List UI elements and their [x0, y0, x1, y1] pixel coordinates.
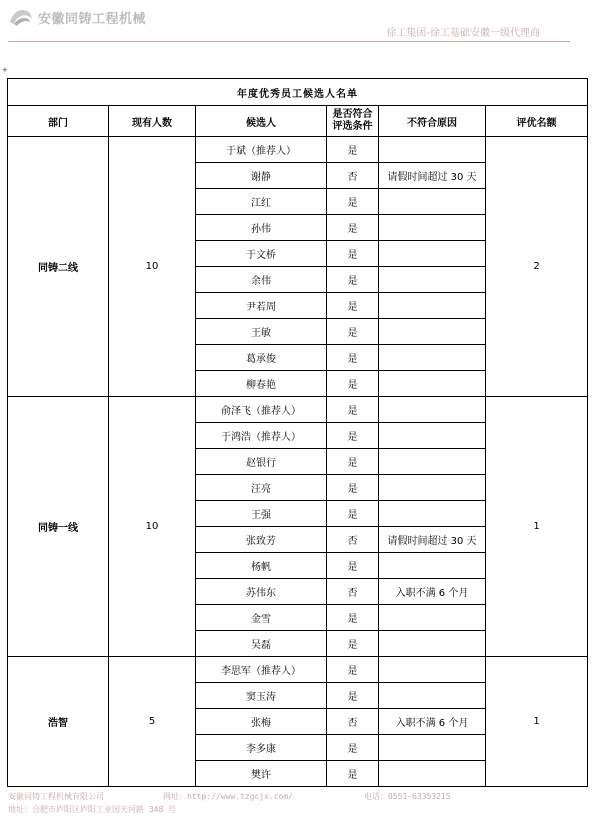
- eligible-cell: 是: [327, 501, 379, 527]
- reason-cell: [379, 631, 486, 657]
- col-header-eligible-line2: 评选条件: [332, 121, 373, 132]
- candidate-name-cell: 杨帆: [196, 553, 327, 579]
- eligible-cell: 否: [327, 527, 379, 553]
- eligible-cell: 是: [327, 241, 379, 267]
- reason-cell: [379, 215, 486, 241]
- quota-cell: 1: [486, 657, 588, 787]
- candidate-name-cell: 柳春艳: [196, 371, 327, 397]
- col-header-dept: 部门: [8, 106, 109, 137]
- eligible-cell: 是: [327, 215, 379, 241]
- eligible-cell: 是: [327, 631, 379, 657]
- reason-cell: [379, 657, 486, 683]
- reason-cell: [379, 371, 486, 397]
- footer-company: 安徽同铸工程机械有限公司: [8, 792, 104, 801]
- candidate-name-cell: 汪亮: [196, 475, 327, 501]
- reason-cell: [379, 397, 486, 423]
- reason-cell: [379, 345, 486, 371]
- eligible-cell: 是: [327, 397, 379, 423]
- reason-cell: 请假时间超过 30 天: [379, 527, 486, 553]
- eligible-cell: 是: [327, 605, 379, 631]
- reason-cell: [379, 267, 486, 293]
- page-footer: [0, 789, 596, 819]
- eligible-cell: 是: [327, 683, 379, 709]
- eligible-cell: 是: [327, 761, 379, 787]
- logo-text: 安徽同铸工程机械: [38, 11, 147, 27]
- table-row: [8, 657, 588, 683]
- footer-address: 地址：合肥市庐阳区庐阳工业园天河路 348 号: [8, 805, 177, 814]
- candidate-name-cell: 赵银行: [196, 449, 327, 475]
- dept-cell: 同铸二线: [8, 137, 109, 397]
- col-header-eligible-line1: 是否符合: [332, 109, 373, 120]
- footer-phone: 电话：0551-63353215: [364, 792, 451, 801]
- candidate-name-cell: 苏伟东: [196, 579, 327, 605]
- dept-cell: 浩智: [8, 657, 109, 787]
- reason-cell: [379, 761, 486, 787]
- candidate-name-cell: 李多康: [196, 735, 327, 761]
- candidate-name-cell: 李思军（推荐人）: [196, 657, 327, 683]
- eligible-cell: 是: [327, 553, 379, 579]
- eligible-cell: 是: [327, 449, 379, 475]
- candidate-name-cell: 于鸿浩（推荐人）: [196, 423, 327, 449]
- eligible-cell: 是: [327, 267, 379, 293]
- table-body: [8, 137, 588, 787]
- table-anchor-icon: +: [2, 66, 8, 74]
- eligible-cell: 是: [327, 371, 379, 397]
- reason-cell: [379, 241, 486, 267]
- page-header: [0, 0, 596, 42]
- reason-cell: [379, 605, 486, 631]
- candidate-name-cell: 吴磊: [196, 631, 327, 657]
- reason-cell: [379, 189, 486, 215]
- candidate-name-cell: 金雪: [196, 605, 327, 631]
- reason-cell: [379, 501, 486, 527]
- eligible-cell: 是: [327, 319, 379, 345]
- candidate-name-cell: 俞泽飞（推荐人）: [196, 397, 327, 423]
- headcount-cell: 5: [109, 657, 196, 787]
- candidate-name-cell: 张致芳: [196, 527, 327, 553]
- candidate-name-cell: 窦玉涛: [196, 683, 327, 709]
- col-header-reason: 不符合原因: [379, 106, 486, 137]
- reason-cell: [379, 293, 486, 319]
- footer-website: 网址：http://www.tzgcjx.com/: [163, 792, 293, 801]
- quota-cell: 2: [486, 137, 588, 397]
- candidate-name-cell: 王强: [196, 501, 327, 527]
- candidate-name-cell: 于斌（推荐人）: [196, 137, 327, 163]
- col-header-headcount: 现有人数: [109, 106, 196, 137]
- company-logo: [8, 6, 146, 28]
- reason-cell: [379, 475, 486, 501]
- eligible-cell: 否: [327, 709, 379, 735]
- headcount-cell: 10: [109, 397, 196, 657]
- candidate-name-cell: 王敏: [196, 319, 327, 345]
- eligible-cell: 是: [327, 345, 379, 371]
- eligible-cell: 是: [327, 137, 379, 163]
- reason-cell: [379, 683, 486, 709]
- candidate-name-cell: 江红: [196, 189, 327, 215]
- candidate-name-cell: 余伟: [196, 267, 327, 293]
- reason-cell: [379, 449, 486, 475]
- eligible-cell: 是: [327, 423, 379, 449]
- reason-cell: [379, 137, 486, 163]
- reason-cell: 请假时间超过 30 天: [379, 163, 486, 189]
- dept-cell: 同铸一线: [8, 397, 109, 657]
- headcount-cell: 10: [109, 137, 196, 397]
- eligible-cell: 是: [327, 475, 379, 501]
- header-tagline: 徐工集团-徐工基础安徽一级代理商: [386, 28, 540, 39]
- eligible-cell: 是: [327, 657, 379, 683]
- logo-icon: [8, 6, 34, 28]
- col-header-candidate: 候选人: [196, 106, 327, 137]
- reason-cell: [379, 553, 486, 579]
- candidate-name-cell: 张梅: [196, 709, 327, 735]
- eligible-cell: 否: [327, 579, 379, 605]
- reason-cell: [379, 735, 486, 761]
- candidate-name-cell: 孙伟: [196, 215, 327, 241]
- footer-line-1: [8, 791, 451, 802]
- candidate-name-cell: 葛承俊: [196, 345, 327, 371]
- candidate-name-cell: 于文桥: [196, 241, 327, 267]
- candidate-name-cell: 尹若周: [196, 293, 327, 319]
- candidate-name-cell: 樊许: [196, 761, 327, 787]
- quota-cell: 1: [486, 397, 588, 657]
- candidate-name-cell: 谢静: [196, 163, 327, 189]
- table-row: [8, 397, 588, 423]
- eligible-cell: 是: [327, 735, 379, 761]
- table-title: 年度优秀员工候选人名单: [8, 79, 588, 106]
- table-row: [8, 137, 588, 163]
- reason-cell: [379, 319, 486, 345]
- header-divider: [8, 41, 570, 42]
- eligible-cell: 否: [327, 163, 379, 189]
- eligible-cell: 是: [327, 293, 379, 319]
- reason-cell: [379, 423, 486, 449]
- reason-cell: 入职不满 6 个月: [379, 579, 486, 605]
- col-header-quota: 评优名额: [486, 106, 588, 137]
- eligible-cell: 是: [327, 189, 379, 215]
- candidate-table: [7, 78, 588, 787]
- col-header-eligible: [327, 106, 379, 137]
- reason-cell: 入职不满 6 个月: [379, 709, 486, 735]
